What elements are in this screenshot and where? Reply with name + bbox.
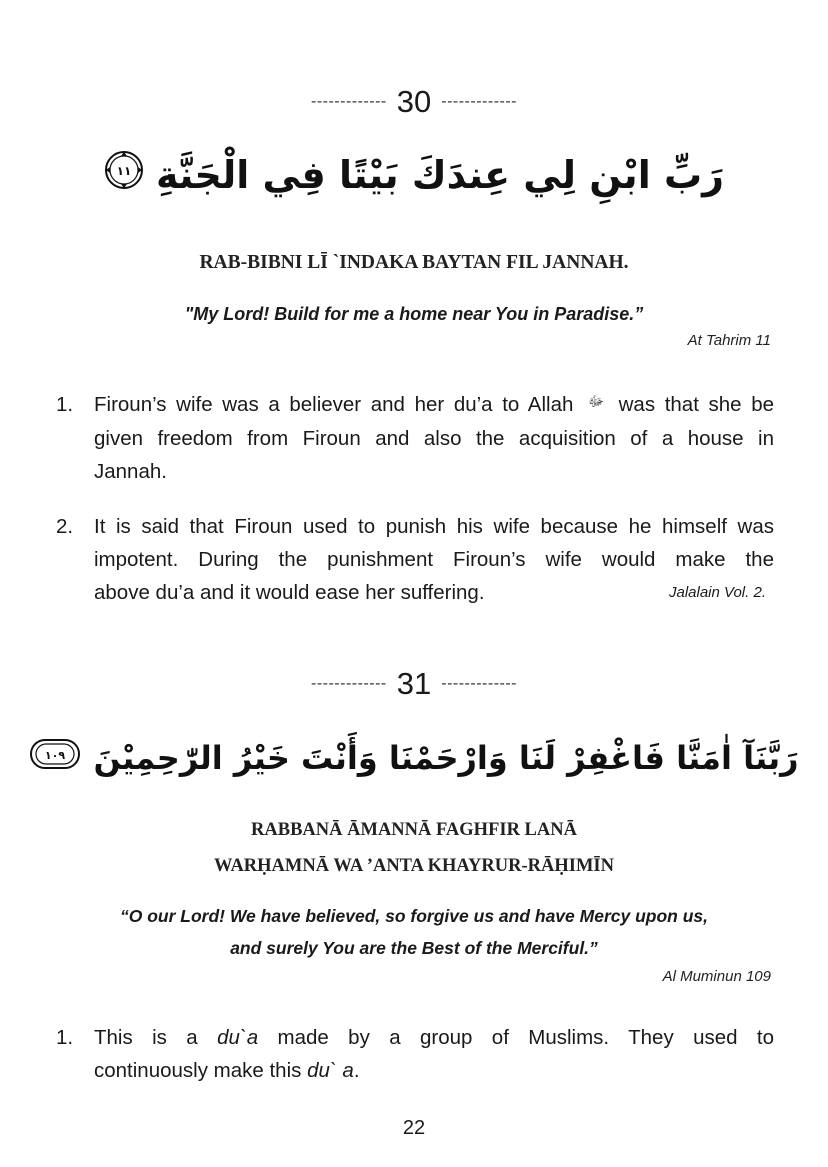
item-line: It is said that Firoun used to punish his wife because he himself was — [94, 515, 774, 538]
transliteration-31 — [0, 820, 828, 841]
translation-31 — [0, 906, 828, 927]
list-item — [56, 510, 774, 609]
item-line: Firoun’s wife was a believer and her du’a to Allah ﷻ was that she be — [94, 388, 774, 422]
transliteration-30 — [0, 252, 828, 274]
item-line: above du’a and it would ease her suffering. Jalalain Vol. 2. — [94, 576, 774, 609]
heading-dashes-left: ------------- — [310, 675, 387, 692]
allah-seal-icon — [585, 389, 607, 422]
ayah-marker-number: ١٠٩ — [45, 749, 66, 762]
list-item — [56, 1021, 774, 1087]
item-number: 1. — [56, 1026, 74, 1049]
section-30-heading — [0, 84, 828, 120]
item-line: impotent. During the punishment Firoun’s wife would make the — [94, 548, 774, 571]
translation-line: "My Lord! Build for me a home near You in Paradise.” — [184, 304, 644, 324]
item-line: continuously make this du` a. — [94, 1059, 360, 1082]
source-reference-inline: Jalalain Vol. 2. — [668, 584, 766, 601]
item-line: given freedom from Firoun and also the acquisition of a house in — [94, 427, 774, 451]
transliteration-31 — [0, 856, 828, 877]
translation-30 — [0, 304, 828, 325]
item-line: This is a du`a made by a group of Muslims. They used to — [94, 1026, 775, 1049]
section-number: 31 — [396, 666, 432, 701]
item-number: 1. — [56, 393, 74, 416]
list-item — [56, 388, 774, 488]
translation-line: and surely You are the Best of the Merciful.” — [230, 938, 598, 958]
arabic-verse-31 — [0, 736, 828, 780]
heading-dashes-right: ------------- — [441, 675, 517, 692]
item-number: 2. — [56, 515, 74, 538]
arabic-verse-30 — [0, 150, 828, 199]
ayah-marker-icon — [29, 736, 81, 780]
ayah-marker-icon — [104, 150, 144, 199]
item-line: Jannah. — [94, 460, 167, 484]
translation-31 — [0, 938, 828, 959]
arabic-text: رَبِّ ابْنِ لِي عِندَكَ بَيْتًا فِي الْجَنَّةِ — [156, 152, 725, 197]
transliteration-line: RAB-BIBNI LĪ `INDAKA BAYTAN FIL JANNAH. — [199, 252, 629, 273]
svg-text:ﷻ: ﷻ — [588, 394, 604, 411]
heading-dashes-right: ------------- — [441, 93, 517, 110]
source-reference-30: At Tahrim 11 — [687, 332, 771, 349]
transliteration-line: WARḤAMNĀ WA ’ANTA KHAYRUR-RĀḤIMĪN — [214, 856, 614, 876]
translation-line: “O our Lord! We have believed, so forgive us and have Mercy upon us, — [119, 906, 708, 926]
page-number: 22 — [402, 1117, 426, 1139]
section-number: 30 — [396, 84, 432, 119]
transliteration-line: RABBANĀ ĀMANNĀ FAGHFIR LANĀ — [251, 820, 577, 840]
source-reference-31: Al Muminun 109 — [662, 968, 771, 985]
arabic-text: رَبَّنَآ اٰمَنَّا فَاغْفِرْ لَنَا وَارْحَمْنَا وَأَنْتَ خَيْرُ الرّٰحِمِيْنَ — [93, 739, 799, 777]
ayah-marker-number: ١١ — [116, 164, 132, 178]
section-31-heading — [0, 666, 828, 702]
heading-dashes-left: ------------- — [310, 93, 387, 110]
